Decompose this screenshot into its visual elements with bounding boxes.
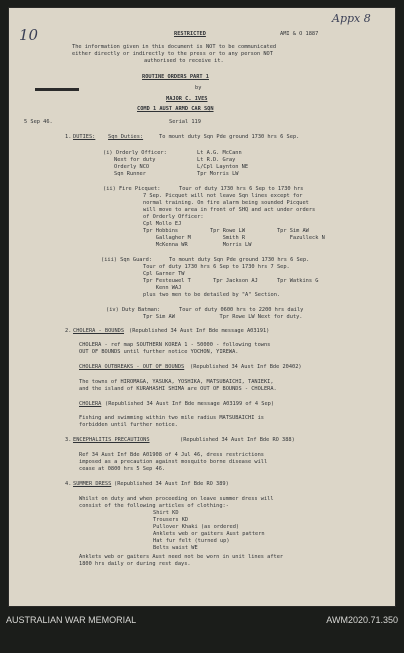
cholera-para-1-line-1: CHOLERA - ref map SOUTHERN KOREA 1 - 50000 - following towns [79, 342, 271, 348]
sqn-guard-label: (iii) Sqn Guard: [101, 257, 153, 263]
fire-picquet-row-3: McKenna WR Morris LW [143, 242, 252, 248]
document-title: ROUTINE ORDERS PART 1 [142, 74, 209, 80]
cholera-reference: (Republished 34 Aust Inf Bde message A03191) [129, 328, 270, 334]
security-notice-line-1: The information given in this document is NOT to be communicated [72, 44, 277, 50]
cholera-para-2-line-2: and the island of KURAHASHI SHIMA are OUT OF BOUNDS - CHOLERA. [79, 386, 277, 392]
handwritten-mark-left: 10 [19, 26, 39, 44]
dress-item: Shirt KD [153, 510, 179, 516]
by-line: by [195, 85, 202, 91]
archive-footer [0, 610, 404, 653]
orderly-nco-label: Orderly NCO [114, 164, 150, 170]
fire-picquet-line-1: Tour of duty 1730 hrs 6 Sep to 1730 hrs [179, 186, 304, 192]
dress-item: Belts waist WE [153, 545, 198, 551]
summer-dress-reference: (Republished 34 Aust Inf Bde RO 389) [114, 481, 229, 487]
encephalitis-heading: ENCEPHALITIS PRECAUTIONS [73, 437, 150, 443]
sqn-guard-row-1: Tpr Festeuwel T Tpr Jackson AJ Tpr Watkins G [143, 278, 319, 284]
cholera-number: 2. [65, 328, 72, 334]
cholera-para-3-reference: (Republished 34 Aust Inf Bde message A03199 of 4 Sep) [105, 401, 275, 407]
sqn-runner-label: Sqn Runner [114, 171, 146, 177]
fire-picquet-line-4: will move to area in front of SHQ and act under orders [143, 207, 316, 213]
orderly-officer-label: (i) Orderly Officer: [103, 150, 167, 156]
summer-dress-line-1: Whilst on duty and when proceeding on leave summer dress will [79, 496, 274, 502]
unit-name: COMD 1 AUST ARMD CAR SQN [137, 106, 214, 112]
sqn-guard-row-2: Kenn WAJ [143, 285, 182, 291]
sqn-guard-line-2: Tour of duty 1730 hrs 6 Sep to 1730 hrs 7 Sep. [143, 264, 290, 270]
summer-dress-line-2: consist of the following articles of clothing:- [79, 503, 229, 509]
fire-picquet-line-2: 7 Sep. Picquet will not leave Sqn lines except for [143, 193, 303, 199]
fire-picquet-row-2: Gallagher M Smith R Fazulleck N [143, 235, 325, 241]
next-for-duty-label: Next for duty [114, 157, 156, 163]
duties-heading: DUTIES: [73, 134, 96, 140]
cholera-heading: CHOLERA - BOUNDS [73, 328, 125, 334]
order-date: 5 Sep 46. [24, 119, 53, 125]
summer-dress-line-4: 1800 hrs daily or during rest days. [79, 561, 191, 567]
fire-picquet-row-1: Tpr Hobbins Tpr Rowe LW Tpr Sim AW [143, 228, 309, 234]
fire-picquet-line-3: normal training. On fire alarm being sounded Picquet [143, 200, 309, 206]
summer-dress-number: 4. [65, 481, 72, 487]
classification-marking: RESTRICTED [174, 31, 206, 37]
archive-name: AUSTRALIAN WAR MEMORIAL [6, 615, 137, 625]
orderly-nco-name: L/Cpl Laynton NE [197, 164, 249, 170]
orderly-officer-name: Lt A.G. McCann [197, 150, 242, 156]
encephalitis-number: 3. [65, 437, 72, 443]
scribble-strike [35, 88, 79, 91]
duty-batman-line-1: Tour of duty 0600 hrs to 2200 hrs daily [179, 307, 304, 313]
cholera-para-3-line-1: Fishing and swimming within two mile radius MATSUBAICHI is [79, 415, 264, 421]
summer-dress-heading: SUMMER DRESS [73, 481, 112, 487]
cholera-outbreaks-heading: CHOLERA OUTBREAKS - OUT OF BOUNDS [79, 364, 185, 370]
duties-subheading: Sqn Duties: [108, 134, 144, 140]
encephalitis-reference: (Republished 34 Aust Inf Bde RO 388) [180, 437, 295, 443]
encephalitis-line-3: cease at 0800 hrs 5 Sep 46. [79, 466, 166, 472]
fire-picquet-label: (ii) Fire Picquet: [103, 186, 161, 192]
duty-batman-label: (iv) Duty Batman: [106, 307, 161, 313]
summer-dress-line-3: Anklets web or gaiters Aust need not be worn in unit lines after [79, 554, 284, 560]
archive-accession-number: AWM2020.71.350 [326, 615, 398, 625]
officer-name: MAJOR C. IVES [166, 96, 208, 102]
sqn-runner-name: Tpr Morris LW [197, 171, 239, 177]
cholera-para-3-heading: CHOLERA [79, 401, 102, 407]
encephalitis-line-2: imposed as a precaution against mosquito borne disease will [79, 459, 268, 465]
security-notice-line-3: authorised to receive it. [144, 58, 224, 64]
dress-item: Pullover Khaki (as ordered) [153, 524, 240, 530]
encephalitis-line-1: Ref 34 Aust Inf Bde A01908 of 4 Jul 46, dress restrictions [79, 452, 264, 458]
fire-picquet-line-5: of Orderly Officer: [143, 214, 204, 220]
cholera-para-2-line-1: The towns of HIROMAGA, YASUKA, YOSHIKA, MATSUBAICHI, TANIEKI, [79, 379, 274, 385]
dress-item: Trousers KD [153, 517, 189, 523]
cholera-para-1-line-2: OUT OF BOUNDS until further notice YOCHON, YIREWA. [79, 349, 239, 355]
cholera-outbreaks-reference: (Republished 34 Aust Inf Bde 20402) [190, 364, 302, 370]
duties-number: 1. [65, 134, 72, 140]
sqn-guard-cpl: Cpl Garner TW [143, 271, 185, 277]
serial-number: Serial 119 [169, 119, 201, 125]
security-notice-line-2: either directly or indirectly to the press or to any person NOT [72, 51, 273, 57]
fire-picquet-cpl: Cpl Mollo EJ [143, 221, 182, 227]
sqn-guard-line-1: To mount duty Sqn Pde ground 1730 hrs 6 Sep. [169, 257, 310, 263]
duty-batman-line-2: Tpr Sim AW Tpr Rowe LW Next for duty. [143, 314, 303, 320]
cholera-para-3-line-2: forbidden until further notice. [79, 422, 178, 428]
sqn-guard-line-3: plus two men to be detailed by "A" Section. [143, 292, 281, 298]
document-page [9, 8, 395, 606]
dress-item: Anklets web or gaiters Aust pattern [153, 531, 265, 537]
reference-number: AMI & O 1887 [280, 31, 319, 37]
handwritten-appendix: Appx 8 [332, 12, 371, 25]
dress-item: Hat fur felt (turned up) [153, 538, 230, 544]
duties-text: To mount duty Sqn Pde ground 1730 hrs 6 Sep. [159, 134, 300, 140]
next-for-duty-name: Lt R.D. Gray [197, 157, 236, 163]
